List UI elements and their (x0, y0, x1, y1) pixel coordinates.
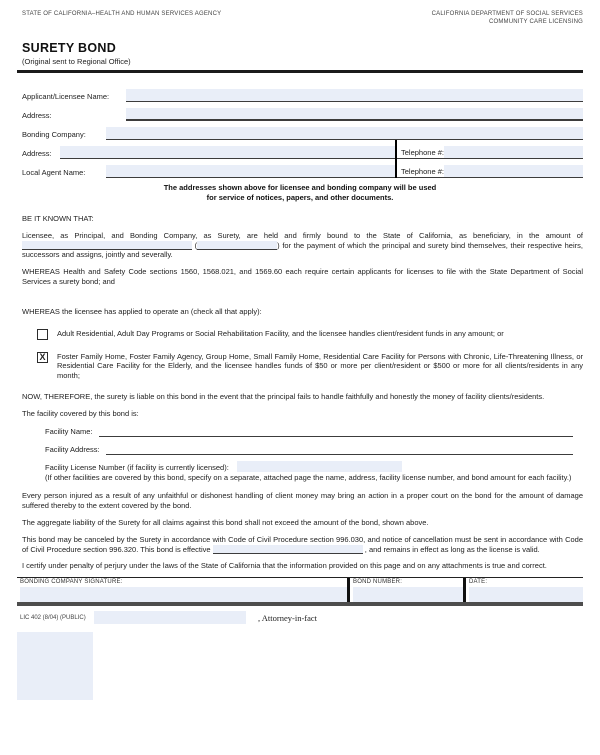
licensee-address-row (17, 102, 583, 121)
date-cell (463, 578, 583, 602)
form-id: LIC 402 (8/04) (PUBLIC) (20, 614, 86, 621)
bond-amount-words-field[interactable] (22, 241, 192, 250)
bonding-address-row (17, 140, 395, 159)
cancel-text-post: , and remains in effect as long as the license is valid. (364, 544, 540, 554)
applicant-name-row (17, 83, 583, 102)
foster-family-label: Foster Family Home, Foster Family Agency, Group Home, Small Family Home, Residential Care Facility for Persons with Chronic, Life-Threatening Illness, or Residential Care Facility for the Elderly, and the licensee handles funds of $50 or more per client/resident or $500 or more for all clients/residents in any month; (57, 351, 583, 381)
facility-note: (If other facilities are covered by this bond, specify on a separate, attached page the name, address, facility license number, and bond amount for each facility.) (45, 472, 572, 482)
facility-address-field[interactable] (106, 443, 573, 455)
bond-number-label: BOND NUMBER: (353, 579, 403, 586)
licensee-address-label: Address: (22, 111, 52, 120)
table-bottom-bar (17, 602, 583, 606)
local-agent-label: Local Agent Name: (22, 168, 86, 177)
facility-license-label: Facility License Number (if facility is currently licensed): (45, 462, 229, 472)
telephone2-field[interactable] (444, 165, 583, 177)
cancel-text-pre: This bond may be canceled by the Surety in accordance with Code of Civil Procedure section 996.030, and notice of cancellation must be sent in accordance with Code of Civil Procedure section 996.320. This bond is effective (22, 534, 583, 554)
facility-name-label: Facility Name: (45, 426, 93, 436)
telephone1-field[interactable] (444, 146, 583, 158)
be-it-known-heading: BE IT KNOWN THAT: (22, 214, 94, 223)
now-therefore-paragraph: NOW, THEREFORE, the surety is liable on this bond in the event that the principal fails to handle faithfully and honestly the money of facility clients/residents. (22, 391, 545, 401)
bonding-company-field[interactable] (106, 127, 583, 140)
adult-residential-checkbox[interactable] (37, 329, 48, 340)
whereas-apply-paragraph: WHEREAS the licensee has applied to operate an (check all that apply): (22, 306, 262, 316)
department-line1: CALIFORNIA DEPARTMENT OF SOCIAL SERVICES (431, 11, 583, 17)
stamp-area-field[interactable] (17, 632, 93, 700)
cancel-paragraph (17, 535, 583, 555)
checkbox-item-adult-residential (17, 329, 583, 340)
licensee-address-field[interactable] (126, 108, 583, 121)
signature-table (17, 577, 583, 602)
addresses-notice-line1: The addresses shown above for licensee and bonding company will be used (163, 183, 437, 192)
checkbox-item-foster-family (17, 352, 583, 381)
telephone2-label: Telephone #: (401, 167, 444, 176)
signature-field[interactable] (20, 587, 347, 602)
bond-number-field[interactable] (353, 587, 463, 602)
address-agent-column (17, 140, 395, 178)
attorney-name-field[interactable] (94, 611, 246, 624)
paren-close: ) (277, 240, 280, 250)
facility-license-row (17, 455, 583, 472)
addresses-notice-line2: for service of notices, papers, and other documents. (206, 192, 394, 202)
party-fields (17, 83, 583, 178)
telephone1-label: Telephone #: (401, 148, 444, 157)
address-phone-block (17, 140, 583, 178)
facility-name-field[interactable] (99, 425, 573, 437)
local-agent-row (17, 159, 395, 178)
aggregate-paragraph: The aggregate liability of the Surety for all claims against this bond shall not exceed the amount of the bond, shown above. (22, 517, 429, 527)
signature-label: BONDING COMPANY SIGNATURE: (20, 579, 123, 586)
telephone2-cell (397, 159, 583, 178)
facility-address-row (17, 437, 573, 455)
footer-row (17, 611, 583, 624)
bonding-address-field[interactable] (60, 146, 395, 159)
form-title: SURETY BOND (22, 41, 117, 55)
department-line2: COMMUNITY CARE LICENSING (488, 18, 583, 25)
telephone-column (395, 140, 583, 178)
facility-license-field[interactable] (237, 461, 402, 472)
whereas-code-paragraph: WHEREAS Health and Safety Code sections 1560, 1568.021, and 1569.60 each require certain applicants for licenses to file with the State Department of Social Services a surety bond; and (22, 267, 583, 286)
bonding-address-label: Address: (22, 149, 52, 158)
applicant-name-field[interactable] (126, 89, 583, 102)
bonding-company-row (17, 121, 583, 140)
local-agent-field[interactable] (106, 165, 395, 178)
date-label: DATE: (469, 579, 488, 586)
form-header (17, 11, 583, 26)
facility-name-row (17, 419, 573, 437)
telephone1-cell (397, 140, 583, 159)
adult-residential-label: Adult Residential, Adult Day Programs or Social Rehabilitation Facility, and the licensee handles client/resident funds in any amount; or (57, 328, 504, 338)
bound-text-post: for the payment of which the principal and surety bind themselves, their respective heirs, successors and assigns, jointly and severally. (22, 240, 583, 260)
facility-address-label: Facility Address: (45, 444, 100, 454)
date-field[interactable] (469, 587, 583, 602)
attorney-suffix: , Attorney-in-fact (258, 612, 318, 623)
bonding-company-label: Bonding Company: (22, 130, 86, 139)
facility-intro: The facility covered by this bond is: (22, 408, 139, 418)
injured-paragraph: Every person injured as a result of any unfaithful or dishonest handling of client money may bring an action in a proper court on the bond for the amount of damage suffered thereby to the extent covered by the bond. (22, 491, 583, 511)
bond-effective-date-field[interactable] (213, 545, 363, 554)
bound-text-pre: Licensee, as Principal, and Bonding Company, as Surety, are held and firmly bound to the State of California, as beneficiary, in the amount of (22, 230, 583, 240)
form-subtitle: (Original sent to Regional Office) (22, 57, 131, 66)
bound-paragraph (17, 231, 583, 260)
foster-family-checkbox[interactable]: X (37, 352, 48, 363)
signature-cell (17, 578, 347, 602)
applicant-name-label: Applicant/Licensee Name: (22, 92, 110, 101)
agency-name: STATE OF CALIFORNIA–HEALTH AND HUMAN SERVICES AGENCY (22, 11, 222, 17)
bond-amount-numeric-field[interactable] (194, 240, 277, 250)
paren-open: ( (194, 240, 198, 250)
addresses-notice (85, 183, 515, 202)
department-name (432, 11, 583, 26)
bond-number-cell (347, 578, 463, 602)
certify-paragraph: I certify under penalty of perjury under the laws of the State of California that the information provided on this page and on any attachments is true and correct. (22, 561, 547, 571)
title-rule (17, 70, 583, 73)
